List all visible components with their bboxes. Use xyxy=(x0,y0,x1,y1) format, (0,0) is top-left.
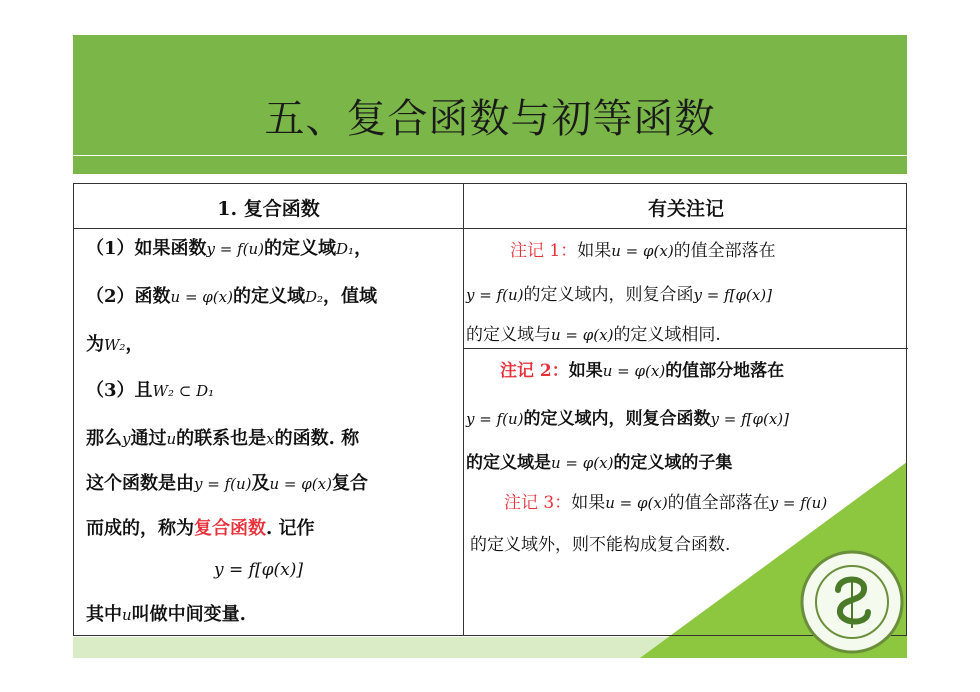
header-related-notes: 有关注记 xyxy=(647,198,724,220)
definition-line-3: 为W₂， xyxy=(86,334,144,355)
definition-line-7: 而成的，称为复合函数. 记作 xyxy=(86,518,315,539)
definition-line-1: （1）如果函数y = f(u)的定义域D₁， xyxy=(86,238,373,259)
note1-line-3: 的定义域与u = φ(x)的定义域相同. xyxy=(466,325,721,345)
composite-formula: y = f[φ(x)] xyxy=(214,560,303,580)
content-table xyxy=(73,183,907,636)
header-row-divider xyxy=(74,228,906,229)
note1-line-2: y = f(u)的定义域内，则复合函y = f[φ(x)] xyxy=(466,285,773,305)
header-composite-function: 1. 复合函数 xyxy=(217,198,320,220)
note1-line-1: 注记 1：如果u = φ(x)的值全部落在 xyxy=(510,241,776,261)
note3-line-2: 的定义域外，则不能构成复合函数. xyxy=(470,535,731,555)
note2-line-1: 注记 2：如果u = φ(x)的值部分地落在 xyxy=(500,361,785,381)
definition-line-4: （3）且W₂ ⊂ D₁ xyxy=(86,380,215,401)
definition-line-6: 这个函数是由y = f(u)及u = φ(x)复合 xyxy=(86,473,368,494)
note2-line-2: y = f(u)的定义域内，则复合函数y = f[φ(x)] xyxy=(466,409,790,429)
definition-line-5: 那么y通过u的联系也是x的函数. 称 xyxy=(86,428,360,449)
definition-line-2: （2）函数u = φ(x)的定义域D₂，值域 xyxy=(86,286,378,307)
slide-title: 五、复合函数与初等函数 xyxy=(264,96,716,142)
note3-line-1: 注记 3：如果u = φ(x)的值全部落在y = f(u) xyxy=(504,493,828,513)
university-seal-logo xyxy=(798,548,906,656)
note-divider xyxy=(463,348,908,349)
definition-line-9: 其中u叫做中间变量. xyxy=(86,604,246,625)
note2-line-3: 的定义域是u = φ(x)的定义域的子集 xyxy=(466,453,733,473)
column-divider xyxy=(463,184,464,635)
